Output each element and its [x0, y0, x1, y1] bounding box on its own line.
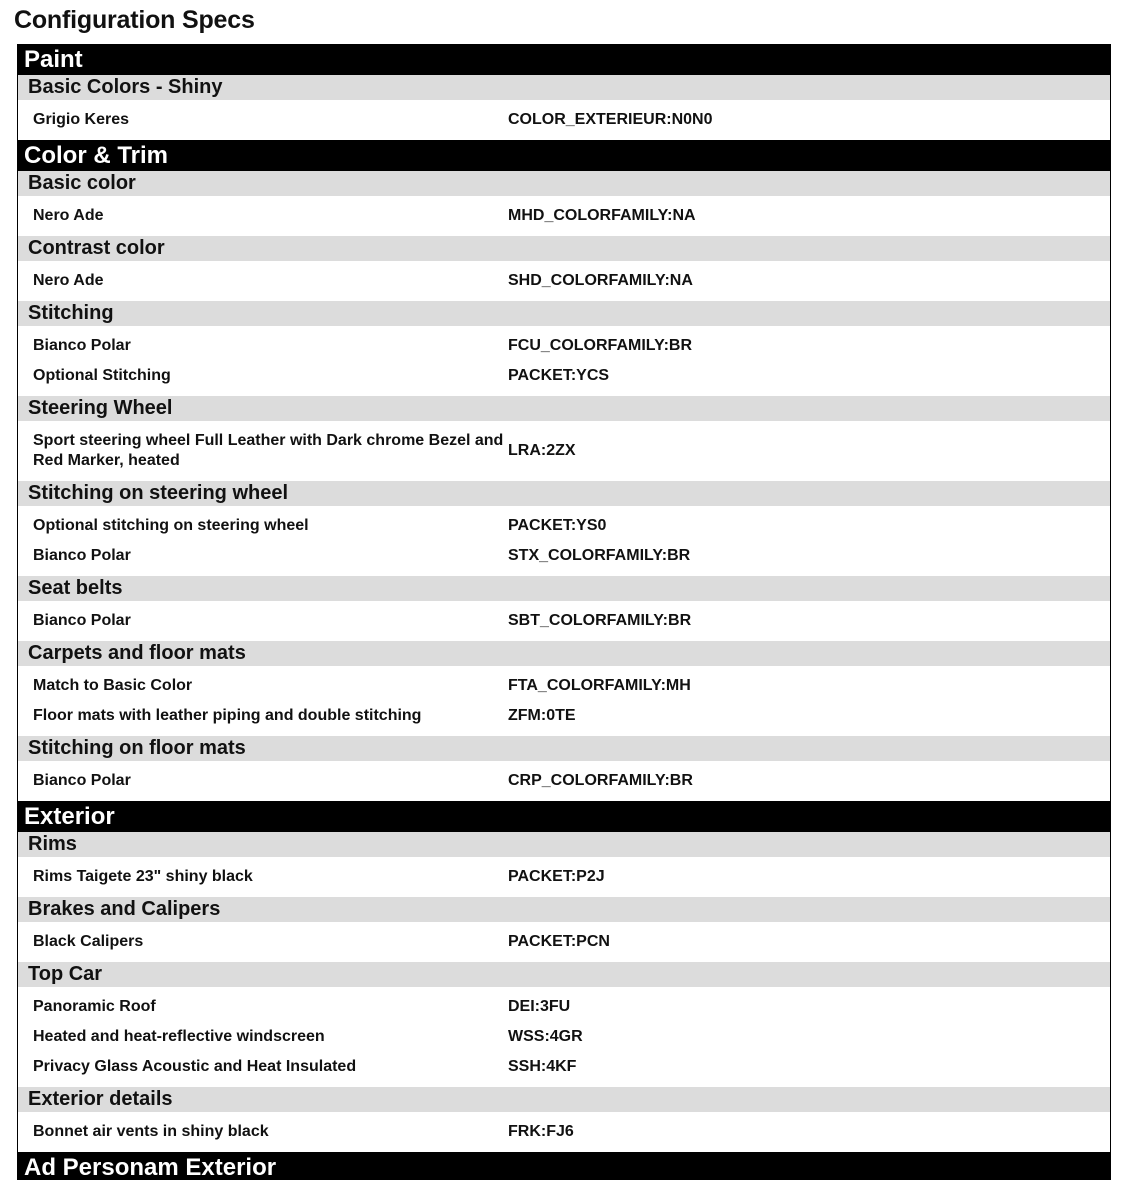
spec-row	[18, 606, 1110, 636]
option-code: SHD_COLORFAMILY:NA	[508, 272, 693, 289]
spec-group	[18, 962, 1110, 1087]
spec-row	[18, 766, 1110, 796]
option-code: PACKET:YCS	[508, 367, 610, 384]
option-label: Optional stitching on steering wheel	[33, 517, 309, 534]
option-code: FTA_COLORFAMILY:MH	[508, 677, 691, 694]
option-code: ZFM:0TE	[508, 707, 576, 724]
spec-group	[18, 576, 1110, 641]
spec-row	[18, 862, 1110, 892]
group-rows	[18, 922, 1110, 962]
section-header: Exterior	[18, 801, 1110, 832]
group-rows	[18, 100, 1110, 140]
option-label: Panoramic Roof	[33, 998, 156, 1015]
spec-group	[18, 832, 1110, 897]
option-code: FRK:FJ6	[508, 1123, 574, 1140]
option-label: Nero Ade	[33, 272, 104, 289]
option-label: Match to Basic Color	[33, 677, 193, 694]
spec-row	[18, 1117, 1110, 1147]
option-label: Bonnet air vents in shiny black	[33, 1123, 269, 1140]
group-header: Steering Wheel	[18, 396, 1110, 421]
spec-row	[18, 426, 1110, 476]
option-label: Bianco Polar	[33, 337, 131, 354]
group-header: Basic color	[18, 171, 1110, 196]
group-header: Stitching	[18, 301, 1110, 326]
spec-group	[18, 171, 1110, 236]
group-header: Brakes and Calipers	[18, 897, 1110, 922]
option-code: COLOR_EXTERIEUR:N0N0	[508, 111, 713, 128]
option-label: Sport steering wheel Full Leather with Dark chrome Bezel and Red Marker, heated	[33, 432, 504, 469]
group-rows	[18, 761, 1110, 801]
spec-row	[18, 361, 1110, 391]
spec-group	[18, 301, 1110, 396]
option-code: SSH:4KF	[508, 1058, 577, 1075]
group-rows	[18, 261, 1110, 301]
option-code: DEI:3FU	[508, 998, 571, 1015]
group-header: Stitching on steering wheel	[18, 481, 1110, 506]
option-code: PACKET:P2J	[508, 868, 605, 885]
group-rows	[18, 196, 1110, 236]
spec-group	[18, 396, 1110, 481]
group-header: Top Car	[18, 962, 1110, 987]
group-header: Contrast color	[18, 236, 1110, 261]
option-code: FCU_COLORFAMILY:BR	[508, 337, 692, 354]
spec-group	[18, 641, 1110, 736]
option-label: Rims Taigete 23" shiny black	[33, 868, 253, 885]
spec-group	[18, 481, 1110, 576]
option-label: Black Calipers	[33, 933, 144, 950]
option-label: Heated and heat-reflective windscreen	[33, 1028, 325, 1045]
option-code: PACKET:PCN	[508, 933, 610, 950]
spec-row	[18, 331, 1110, 361]
spec-section	[18, 44, 1110, 140]
spec-row	[18, 266, 1110, 296]
spec-row	[18, 511, 1110, 541]
section-header: Ad Personam Exterior	[18, 1152, 1110, 1180]
spec-row	[18, 671, 1110, 701]
spec-row	[18, 1022, 1110, 1052]
group-header: Seat belts	[18, 576, 1110, 601]
spec-group	[18, 736, 1110, 801]
group-rows	[18, 421, 1110, 481]
section-header: Paint	[18, 44, 1110, 75]
section-header: Color & Trim	[18, 140, 1110, 171]
spec-section	[18, 140, 1110, 801]
spec-row	[18, 201, 1110, 231]
spec-row	[18, 541, 1110, 571]
spec-row	[18, 701, 1110, 731]
group-rows	[18, 1112, 1110, 1152]
group-rows	[18, 666, 1110, 736]
group-rows	[18, 857, 1110, 897]
option-code: STX_COLORFAMILY:BR	[508, 547, 691, 564]
option-code: MHD_COLORFAMILY:NA	[508, 207, 696, 224]
group-header: Basic Colors - Shiny	[18, 75, 1110, 100]
option-code: PACKET:YS0	[508, 517, 607, 534]
option-label: Floor mats with leather piping and double stitching	[33, 707, 422, 724]
option-code: CRP_COLORFAMILY:BR	[508, 772, 693, 789]
group-header: Exterior details	[18, 1087, 1110, 1112]
option-label: Privacy Glass Acoustic and Heat Insulated	[33, 1058, 357, 1075]
option-label: Bianco Polar	[33, 547, 131, 564]
option-label: Bianco Polar	[33, 772, 131, 789]
spec-group	[18, 1087, 1110, 1152]
option-label: Optional Stitching	[33, 367, 171, 384]
group-rows	[18, 601, 1110, 641]
group-header: Stitching on floor mats	[18, 736, 1110, 761]
page-title: Configuration Specs	[14, 6, 255, 34]
spec-section	[18, 1152, 1110, 1180]
option-label: Grigio Keres	[33, 111, 130, 128]
group-rows	[18, 987, 1110, 1087]
option-code: SBT_COLORFAMILY:BR	[508, 612, 692, 629]
option-label: Nero Ade	[33, 207, 104, 224]
spec-row	[18, 992, 1110, 1022]
spec-row	[18, 927, 1110, 957]
group-rows	[18, 326, 1110, 396]
spec-row	[18, 105, 1110, 135]
group-rows	[18, 506, 1110, 576]
spec-group	[18, 75, 1110, 140]
spec-group	[18, 236, 1110, 301]
option-code: LRA:2ZX	[508, 442, 576, 459]
spec-row	[18, 1052, 1110, 1082]
config-specs-table	[17, 44, 1111, 1180]
option-label: Bianco Polar	[33, 612, 131, 629]
group-header: Carpets and floor mats	[18, 641, 1110, 666]
option-code: WSS:4GR	[508, 1028, 583, 1045]
group-header: Rims	[18, 832, 1110, 857]
spec-group	[18, 897, 1110, 962]
spec-section	[18, 801, 1110, 1152]
